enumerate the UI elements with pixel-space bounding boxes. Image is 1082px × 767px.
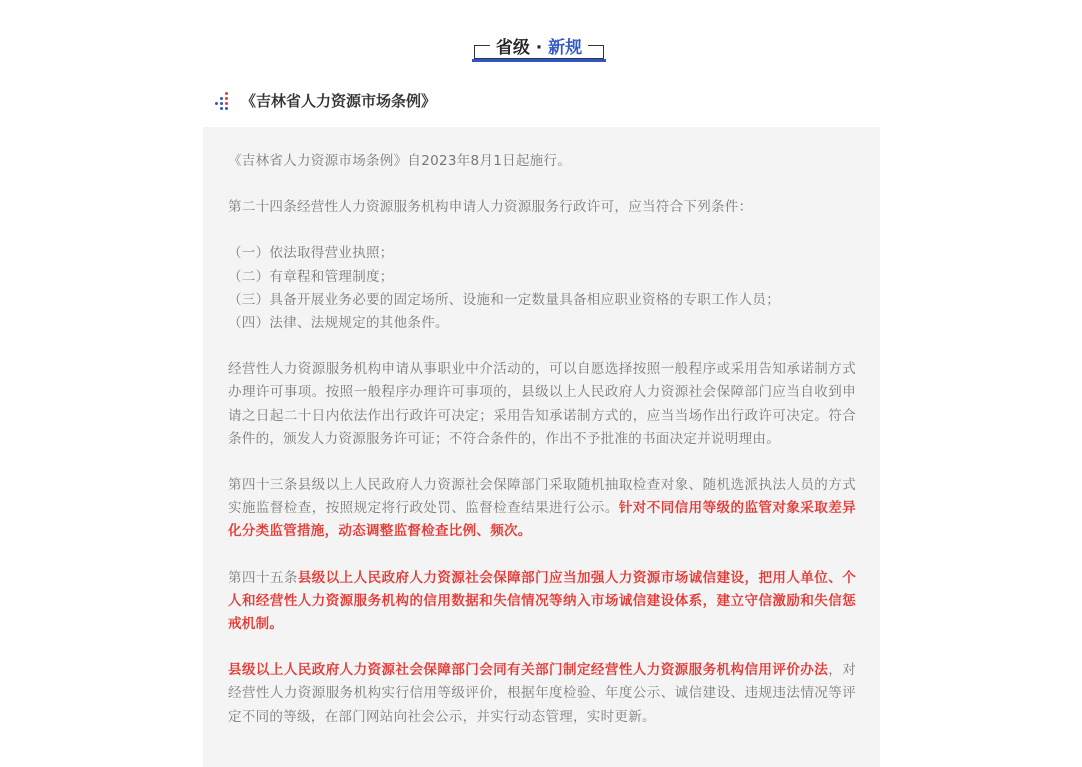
paragraph-article-24: 第二十四条经营性人力资源服务机构申请人力资源服务行政许可，应当符合下列条件： xyxy=(228,199,753,216)
conditions-list xyxy=(228,242,856,335)
article-body xyxy=(228,150,856,729)
section-title: 《吉林省人力资源市场条例》 xyxy=(241,92,437,110)
list-item: （四）法律、法规规定的其他条件。 xyxy=(228,315,449,332)
list-item: （二）有章程和管理制度； xyxy=(228,268,394,285)
list-item: （一）依法取得营业执照； xyxy=(228,245,394,262)
paragraph-article-43: 第四十三条县级以上人民政府人力资源社会保障部门采取随机抽取检查对象、随机选派执法人员的方式实施监督检查，按照规定将行政处罚、监督检查结果进行公示。针对不同信用等级的监管对象采取差异化分类监管措施，动态调整监督检查比例、频次。 xyxy=(228,477,856,540)
list-item: （三）具备开展业务必要的固定场所、设施和一定数量具备相应职业资格的专职工作人员； xyxy=(228,291,780,308)
page-title: 省级 · 新规 xyxy=(472,36,606,60)
dots-icon xyxy=(214,92,230,110)
paragraph-licensing: 经营性人力资源服务机构申请从事职业中介活动的，可以自愿选择按照一般程序或采用告知承诺制方式办理许可事项。按照一般程序办理许可事项的，县级以上人民政府人力资源社会保障部门应当自收到申请之日起二十日内依法作出行政许可决定；采用告知承诺制方式的，应当当场作出行政许可决定。符合条件的，颁发人力资源服务许可证；不符合条件的，作出不予批准的书面决定并说明理由。 xyxy=(228,361,856,447)
paragraph-credit-evaluation: 县级以上人民政府人力资源社会保障部门会同有关部门制定经营性人力资源服务机构信用评价办法，对经营性人力资源服务机构实行信用等级评价，根据年度检验、年度公示、诚信建设、违规违法情况等评定不同的等级，在部门网站向社会公示，并实行动态管理，实时更新。 xyxy=(228,662,856,725)
paragraph-article-45: 第四十五条县级以上人民政府人力资源社会保障部门应当加强人力资源市场诚信建设，把用人单位、个人和经营性人力资源服务机构的信用数据和失信情况等纳入市场诚信建设体系，建立守信激励和失信惩戒机制。 xyxy=(228,569,856,633)
paragraph-intro: 《吉林省人力资源市场条例》自2023年8月1日起施行。 xyxy=(228,153,572,169)
section-title-badge xyxy=(472,36,606,62)
